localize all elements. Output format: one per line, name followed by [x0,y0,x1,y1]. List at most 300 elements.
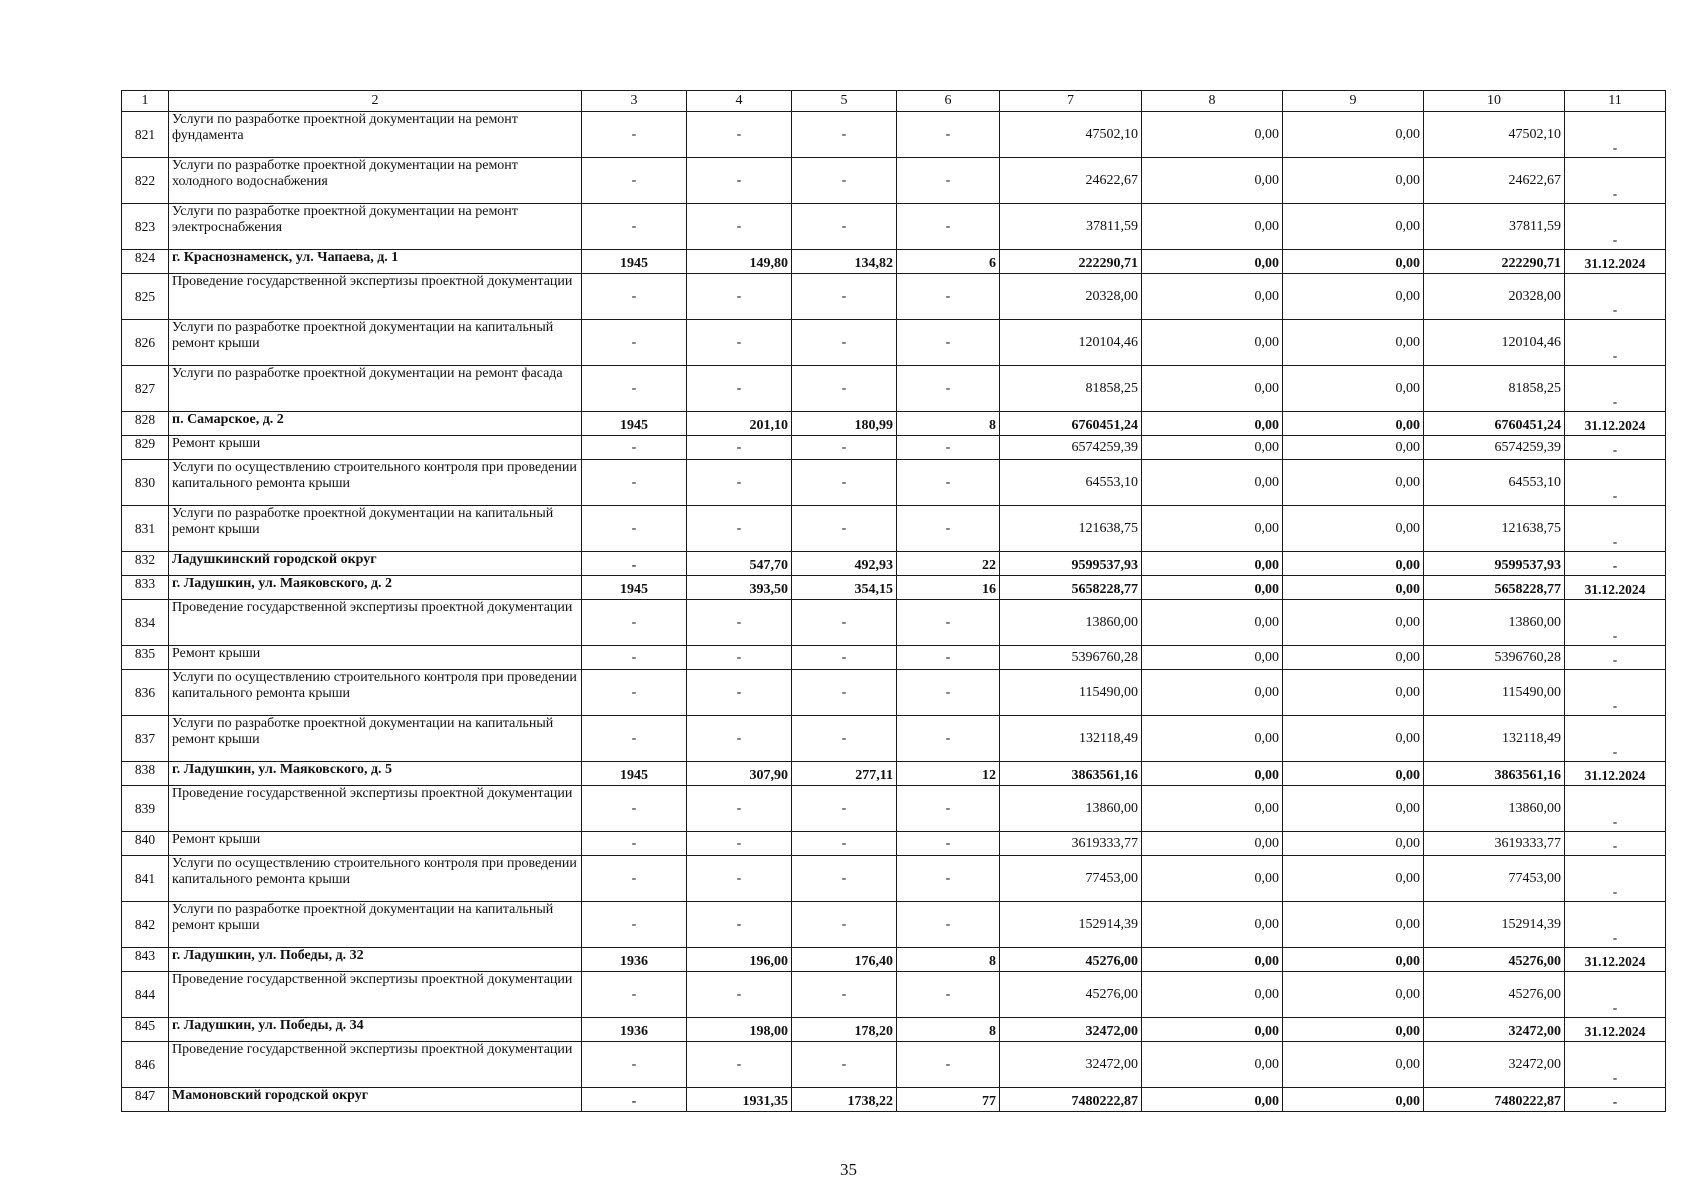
deadline-cell: 31.12.2024 [1565,412,1666,436]
col10-cell: 81858,25 [1424,366,1565,412]
col5-cell: 277,11 [792,762,897,786]
table-row [122,670,1666,716]
table-row [122,902,1666,948]
col7-cell: 37811,59 [1000,204,1142,250]
row-number-cell: 830 [122,460,169,506]
col9-cell: 0,00 [1283,1088,1424,1112]
row-number-cell: 840 [122,832,169,856]
col8-cell: 0,00 [1142,832,1283,856]
table-row [122,204,1666,250]
year-cell: 1936 [582,1018,687,1042]
col6-cell: - [897,716,1000,762]
deadline-cell: - [1565,832,1666,856]
table-row [122,948,1666,972]
table-row [122,552,1666,576]
work-name-cell: г. Краснознаменск, ул. Чапаева, д. 1 [169,250,582,274]
table-row [122,1042,1666,1088]
col6-cell: - [897,1042,1000,1088]
deadline-cell: 31.12.2024 [1565,576,1666,600]
col4-cell: - [687,112,792,158]
col4-cell: - [687,972,792,1018]
deadline-cell: - [1565,158,1666,204]
col5-cell: - [792,902,897,948]
header-cell: 9 [1283,91,1424,112]
col7-cell: 32472,00 [1000,1018,1142,1042]
col9-cell: 0,00 [1283,1018,1424,1042]
col5-cell: - [792,716,897,762]
col5-cell: - [792,786,897,832]
col4-cell: - [687,902,792,948]
work-name-cell: Проведение государственной экспертизы проектной документации [169,274,582,320]
col9-cell: 0,00 [1283,646,1424,670]
col9-cell: 0,00 [1283,436,1424,460]
col10-cell: 13860,00 [1424,600,1565,646]
work-name-cell: Услуги по осуществлению строительного контроля при проведении капитального ремонта крыши [169,460,582,506]
col10-cell: 77453,00 [1424,856,1565,902]
row-number-cell: 826 [122,320,169,366]
work-name-cell: г. Ладушкин, ул. Маяковского, д. 5 [169,762,582,786]
deadline-cell: 31.12.2024 [1565,762,1666,786]
col8-cell: 0,00 [1142,1088,1283,1112]
col7-cell: 132118,49 [1000,716,1142,762]
work-name-cell: Услуги по разработке проектной документации на ремонт электроснабжения [169,204,582,250]
col8-cell: 0,00 [1142,274,1283,320]
col10-cell: 64553,10 [1424,460,1565,506]
header-cell: 7 [1000,91,1142,112]
row-number-cell: 831 [122,506,169,552]
col9-cell: 0,00 [1283,972,1424,1018]
col10-cell: 120104,46 [1424,320,1565,366]
col7-cell: 152914,39 [1000,902,1142,948]
deadline-cell: 31.12.2024 [1565,1018,1666,1042]
year-cell: - [582,902,687,948]
col8-cell: 0,00 [1142,786,1283,832]
col4-cell: - [687,716,792,762]
col4-cell: - [687,832,792,856]
col9-cell: 0,00 [1283,112,1424,158]
table-row [122,716,1666,762]
work-name-cell: Проведение государственной экспертизы проектной документации [169,972,582,1018]
col5-cell: - [792,856,897,902]
col10-cell: 32472,00 [1424,1018,1565,1042]
col4-cell: 547,70 [687,552,792,576]
col6-cell: - [897,786,1000,832]
col10-cell: 6760451,24 [1424,412,1565,436]
col6-cell: - [897,856,1000,902]
work-name-cell: Услуги по разработке проектной документации на ремонт холодного водоснабжения [169,158,582,204]
table-row [122,1018,1666,1042]
col10-cell: 3863561,16 [1424,762,1565,786]
col10-cell: 222290,71 [1424,250,1565,274]
col5-cell: - [792,436,897,460]
header-cell: 10 [1424,91,1565,112]
col10-cell: 121638,75 [1424,506,1565,552]
table-row [122,832,1666,856]
col5-cell: - [792,460,897,506]
deadline-cell: - [1565,646,1666,670]
col8-cell: 0,00 [1142,1018,1283,1042]
col7-cell: 5658228,77 [1000,576,1142,600]
col10-cell: 13860,00 [1424,786,1565,832]
col4-cell: - [687,1042,792,1088]
col10-cell: 45276,00 [1424,972,1565,1018]
col8-cell: 0,00 [1142,320,1283,366]
col6-cell: 77 [897,1088,1000,1112]
col6-cell: - [897,600,1000,646]
work-name-cell: Услуги по осуществлению строительного контроля при проведении капитального ремонта крыши [169,856,582,902]
col4-cell: - [687,646,792,670]
col4-cell: 1931,35 [687,1088,792,1112]
col9-cell: 0,00 [1283,412,1424,436]
header-cell: 3 [582,91,687,112]
year-cell: - [582,506,687,552]
col5-cell: - [792,972,897,1018]
deadline-cell: - [1565,436,1666,460]
col10-cell: 24622,67 [1424,158,1565,204]
work-name-cell: Мамоновский городской округ [169,1088,582,1112]
row-number-cell: 822 [122,158,169,204]
row-number-cell: 843 [122,948,169,972]
deadline-cell: - [1565,204,1666,250]
col9-cell: 0,00 [1283,460,1424,506]
col5-cell: 492,93 [792,552,897,576]
col4-cell: 307,90 [687,762,792,786]
col6-cell: - [897,436,1000,460]
work-name-cell: г. Ладушкин, ул. Победы, д. 34 [169,1018,582,1042]
col5-cell: - [792,274,897,320]
col8-cell: 0,00 [1142,552,1283,576]
col7-cell: 120104,46 [1000,320,1142,366]
col7-cell: 13860,00 [1000,786,1142,832]
col4-cell: - [687,274,792,320]
row-number-cell: 847 [122,1088,169,1112]
col9-cell: 0,00 [1283,366,1424,412]
works-table [121,90,1666,1112]
col7-cell: 20328,00 [1000,274,1142,320]
table-row [122,158,1666,204]
col10-cell: 7480222,87 [1424,1088,1565,1112]
col8-cell: 0,00 [1142,436,1283,460]
col4-cell: - [687,320,792,366]
year-cell: - [582,832,687,856]
year-cell: - [582,600,687,646]
deadline-cell: - [1565,600,1666,646]
row-number-cell: 837 [122,716,169,762]
col4-cell: - [687,460,792,506]
table-row [122,786,1666,832]
table-row [122,506,1666,552]
col5-cell: 1738,22 [792,1088,897,1112]
col6-cell: - [897,204,1000,250]
table-row [122,1088,1666,1112]
col7-cell: 5396760,28 [1000,646,1142,670]
deadline-cell: - [1565,320,1666,366]
header-cell: 8 [1142,91,1283,112]
col9-cell: 0,00 [1283,250,1424,274]
year-cell: - [582,972,687,1018]
col9-cell: 0,00 [1283,856,1424,902]
deadline-cell: - [1565,670,1666,716]
col7-cell: 32472,00 [1000,1042,1142,1088]
col9-cell: 0,00 [1283,158,1424,204]
deadline-cell: - [1565,972,1666,1018]
deadline-cell: - [1565,902,1666,948]
col5-cell: - [792,366,897,412]
col6-cell: 8 [897,948,1000,972]
col6-cell: - [897,366,1000,412]
col7-cell: 6760451,24 [1000,412,1142,436]
col8-cell: 0,00 [1142,856,1283,902]
table-body [122,91,1666,1112]
row-number-cell: 844 [122,972,169,1018]
col8-cell: 0,00 [1142,716,1283,762]
col9-cell: 0,00 [1283,786,1424,832]
row-number-cell: 834 [122,600,169,646]
col6-cell: - [897,646,1000,670]
work-name-cell: Услуги по разработке проектной документации на капитальный ремонт крыши [169,716,582,762]
col10-cell: 5396760,28 [1424,646,1565,670]
col7-cell: 13860,00 [1000,600,1142,646]
col5-cell: - [792,670,897,716]
row-number-cell: 823 [122,204,169,250]
row-number-cell: 841 [122,856,169,902]
col5-cell: - [792,832,897,856]
row-number-cell: 838 [122,762,169,786]
col7-cell: 45276,00 [1000,972,1142,1018]
col4-cell: - [687,436,792,460]
col4-cell: - [687,158,792,204]
year-cell: - [582,1088,687,1112]
col10-cell: 9599537,93 [1424,552,1565,576]
table-row [122,436,1666,460]
col9-cell: 0,00 [1283,274,1424,320]
year-cell: 1945 [582,762,687,786]
col4-cell: 198,00 [687,1018,792,1042]
col9-cell: 0,00 [1283,948,1424,972]
col7-cell: 6574259,39 [1000,436,1142,460]
col5-cell: - [792,320,897,366]
header-cell: 5 [792,91,897,112]
work-name-cell: г. Ладушкин, ул. Маяковского, д. 2 [169,576,582,600]
header-cell: 6 [897,91,1000,112]
table-row [122,366,1666,412]
col9-cell: 0,00 [1283,902,1424,948]
col8-cell: 0,00 [1142,972,1283,1018]
year-cell: - [582,552,687,576]
deadline-cell: - [1565,366,1666,412]
col6-cell: - [897,972,1000,1018]
col8-cell: 0,00 [1142,250,1283,274]
col6-cell: 8 [897,1018,1000,1042]
col4-cell: - [687,366,792,412]
row-number-cell: 836 [122,670,169,716]
col6-cell: 12 [897,762,1000,786]
header-cell: 4 [687,91,792,112]
row-number-cell: 833 [122,576,169,600]
year-cell: - [582,436,687,460]
row-number-cell: 828 [122,412,169,436]
col7-cell: 45276,00 [1000,948,1142,972]
col7-cell: 81858,25 [1000,366,1142,412]
work-name-cell: Ремонт крыши [169,436,582,460]
col6-cell: - [897,112,1000,158]
col5-cell: 178,20 [792,1018,897,1042]
col6-cell: - [897,506,1000,552]
deadline-cell: 31.12.2024 [1565,250,1666,274]
col7-cell: 121638,75 [1000,506,1142,552]
col8-cell: 0,00 [1142,460,1283,506]
page-number: 35 [840,1160,857,1179]
col7-cell: 77453,00 [1000,856,1142,902]
row-number-cell: 842 [122,902,169,948]
work-name-cell: Услуги по разработке проектной документации на ремонт фундамента [169,112,582,158]
work-name-cell: Ремонт крыши [169,646,582,670]
table-row [122,600,1666,646]
deadline-cell: - [1565,786,1666,832]
year-cell: - [582,112,687,158]
col9-cell: 0,00 [1283,716,1424,762]
col8-cell: 0,00 [1142,158,1283,204]
col5-cell: - [792,158,897,204]
table-row [122,250,1666,274]
deadline-cell: - [1565,274,1666,320]
col9-cell: 0,00 [1283,1042,1424,1088]
work-name-cell: г. Ладушкин, ул. Победы, д. 32 [169,948,582,972]
col6-cell: 22 [897,552,1000,576]
col8-cell: 0,00 [1142,762,1283,786]
table-row [122,646,1666,670]
col10-cell: 20328,00 [1424,274,1565,320]
col4-cell: - [687,600,792,646]
deadline-cell: - [1565,552,1666,576]
col10-cell: 45276,00 [1424,948,1565,972]
col5-cell: - [792,204,897,250]
col8-cell: 0,00 [1142,506,1283,552]
year-cell: - [582,856,687,902]
row-number-cell: 825 [122,274,169,320]
col8-cell: 0,00 [1142,646,1283,670]
col7-cell: 3863561,16 [1000,762,1142,786]
col7-cell: 64553,10 [1000,460,1142,506]
work-name-cell: Ремонт крыши [169,832,582,856]
row-number-cell: 821 [122,112,169,158]
row-number-cell: 839 [122,786,169,832]
row-number-cell: 832 [122,552,169,576]
table-row [122,972,1666,1018]
table-row [122,856,1666,902]
col7-cell: 3619333,77 [1000,832,1142,856]
work-name-cell: Услуги по разработке проектной документации на капитальный ремонт крыши [169,320,582,366]
year-cell: 1945 [582,576,687,600]
col8-cell: 0,00 [1142,366,1283,412]
work-name-cell: Услуги по осуществлению строительного контроля при проведении капитального ремонта крыши [169,670,582,716]
col8-cell: 0,00 [1142,204,1283,250]
year-cell: - [582,670,687,716]
col5-cell: 354,15 [792,576,897,600]
col9-cell: 0,00 [1283,576,1424,600]
work-name-cell: п. Самарское, д. 2 [169,412,582,436]
col8-cell: 0,00 [1142,902,1283,948]
deadline-cell: - [1565,856,1666,902]
col5-cell: 180,99 [792,412,897,436]
col4-cell: - [687,506,792,552]
col6-cell: - [897,460,1000,506]
col9-cell: 0,00 [1283,204,1424,250]
year-cell: 1936 [582,948,687,972]
work-name-cell: Услуги по разработке проектной документации на ремонт фасада [169,366,582,412]
col6-cell: - [897,274,1000,320]
col9-cell: 0,00 [1283,552,1424,576]
col10-cell: 152914,39 [1424,902,1565,948]
col8-cell: 0,00 [1142,948,1283,972]
col4-cell: 149,80 [687,250,792,274]
col4-cell: - [687,204,792,250]
col10-cell: 3619333,77 [1424,832,1565,856]
table-row [122,112,1666,158]
col10-cell: 6574259,39 [1424,436,1565,460]
col10-cell: 115490,00 [1424,670,1565,716]
work-name-cell: Проведение государственной экспертизы проектной документации [169,786,582,832]
year-cell: - [582,204,687,250]
header-cell: 1 [122,91,169,112]
col7-cell: 47502,10 [1000,112,1142,158]
year-cell: - [582,786,687,832]
col4-cell: 196,00 [687,948,792,972]
year-cell: - [582,716,687,762]
col10-cell: 47502,10 [1424,112,1565,158]
year-cell: - [582,320,687,366]
work-name-cell: Проведение государственной экспертизы проектной документации [169,1042,582,1088]
row-number-cell: 829 [122,436,169,460]
work-name-cell: Услуги по разработке проектной документации на капитальный ремонт крыши [169,902,582,948]
table-row [122,412,1666,436]
col4-cell: - [687,856,792,902]
deadline-cell: - [1565,506,1666,552]
col5-cell: - [792,646,897,670]
table-row [122,460,1666,506]
col8-cell: 0,00 [1142,600,1283,646]
col6-cell: - [897,832,1000,856]
col6-cell: 8 [897,412,1000,436]
row-number-cell: 824 [122,250,169,274]
col5-cell: - [792,112,897,158]
work-name-cell: Проведение государственной экспертизы проектной документации [169,600,582,646]
col8-cell: 0,00 [1142,576,1283,600]
work-name-cell: Услуги по разработке проектной документации на капитальный ремонт крыши [169,506,582,552]
col9-cell: 0,00 [1283,320,1424,366]
col10-cell: 5658228,77 [1424,576,1565,600]
row-number-cell: 835 [122,646,169,670]
deadline-cell: - [1565,1042,1666,1088]
year-cell: - [582,460,687,506]
col4-cell: - [687,786,792,832]
col9-cell: 0,00 [1283,670,1424,716]
year-cell: - [582,366,687,412]
col4-cell: 201,10 [687,412,792,436]
col10-cell: 132118,49 [1424,716,1565,762]
col7-cell: 222290,71 [1000,250,1142,274]
col9-cell: 0,00 [1283,600,1424,646]
col5-cell: - [792,1042,897,1088]
col6-cell: 16 [897,576,1000,600]
year-cell: - [582,158,687,204]
col6-cell: - [897,670,1000,716]
col10-cell: 32472,00 [1424,1042,1565,1088]
col7-cell: 7480222,87 [1000,1088,1142,1112]
col8-cell: 0,00 [1142,670,1283,716]
col9-cell: 0,00 [1283,762,1424,786]
header-cell: 2 [169,91,582,112]
